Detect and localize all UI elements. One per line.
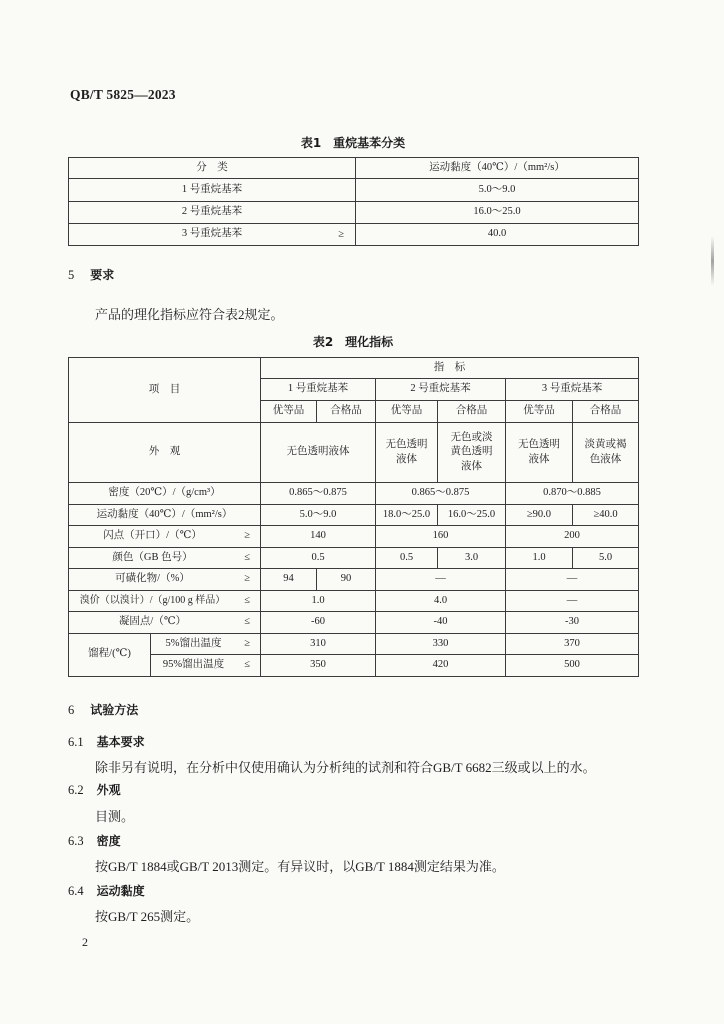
- bromine-grade3: —: [506, 590, 639, 612]
- distillation-95pct-grade3: 500: [506, 655, 639, 677]
- table1-row2-name: 2 号重烷基苯: [69, 202, 356, 224]
- table1-classification: [68, 157, 639, 246]
- grade2-qualified-header: 合格品: [438, 401, 506, 423]
- distillation-95pct-grade2: 420: [376, 655, 506, 677]
- table1-row2-value: 16.0～25.0: [356, 202, 639, 224]
- section6-4-text: 按GB/T 265测定。: [95, 909, 200, 924]
- distillation-range-label: 馏程/(℃): [69, 633, 151, 676]
- grade3-header: 3 号重烷基苯: [506, 379, 639, 401]
- distillation-5pct-symbol: ≥: [244, 637, 250, 649]
- table-row: [69, 612, 639, 634]
- sulfonatable-label-cell: [69, 569, 261, 591]
- section6-2-title: 外观: [96, 783, 121, 797]
- table-row: [69, 179, 639, 202]
- table1-header-category: 分 类: [69, 158, 356, 179]
- table-row: [69, 423, 639, 483]
- color-grade3-premium: 1.0: [506, 547, 573, 569]
- appearance-grade2-qualified: 无色或淡黄色透明液体: [450, 431, 493, 472]
- section6-3-text: 按GB/T 1884或GB/T 2013测定。有异议时，以GB/T 1884测定结果为准。: [95, 859, 505, 874]
- viscosity-grade1: 5.0～9.0: [261, 504, 376, 526]
- section6-3-heading: [68, 832, 121, 849]
- page-number: 2: [82, 935, 88, 949]
- grade1-qualified-header: 合格品: [317, 401, 376, 423]
- distillation-5pct-grade2: 330: [376, 633, 506, 655]
- grade1-premium-header: 优等品: [261, 401, 317, 423]
- grade3-premium-header: 优等品: [506, 401, 573, 423]
- table-row: [69, 526, 639, 548]
- distillation-5pct-label: 5%馏出温度: [165, 637, 222, 649]
- item-header: 项 目: [69, 358, 261, 423]
- section5-heading: [68, 266, 114, 283]
- density-grade1: 0.865～0.875: [261, 483, 376, 505]
- distillation-95pct-symbol: ≤: [244, 659, 250, 671]
- section6-heading: [68, 701, 138, 718]
- section6-4-number: 6.4: [68, 884, 84, 898]
- table-row: [69, 547, 639, 569]
- flash-point-symbol: ≥: [244, 530, 250, 542]
- viscosity-label: 运动黏度（40℃）/（mm²/s）: [69, 504, 261, 526]
- sulfonatable-grade2: —: [376, 569, 506, 591]
- table-row: [69, 483, 639, 505]
- density-label: 密度（20℃）/（g/cm³）: [69, 483, 261, 505]
- table1-row1-value: 5.0～9.0: [356, 179, 639, 202]
- section6-1-heading: [68, 733, 145, 750]
- flash-point-grade2: 160: [376, 526, 506, 548]
- table-row: [69, 158, 639, 179]
- flash-point-grade1: 140: [261, 526, 376, 548]
- color-symbol: ≤: [244, 551, 250, 563]
- viscosity-grade3-premium: ≥90.0: [506, 504, 573, 526]
- section6-number: 6: [68, 703, 75, 717]
- color-label: 颜色（GB 色号）: [112, 551, 193, 563]
- appearance-grade2-qualified-cell: [438, 423, 506, 483]
- index-header: 指 标: [261, 358, 639, 379]
- section6-2-text: 目测。: [95, 809, 135, 824]
- flash-point-label: 闪点（开口）/（℃）: [103, 530, 202, 541]
- table1-row3-name: 3 号重烷基苯: [181, 228, 243, 240]
- section5-number: 5: [68, 268, 75, 282]
- section6-1-title: 基本要求: [96, 735, 145, 749]
- appearance-grade3-qualified-cell: [573, 423, 639, 483]
- bromine-label-cell: [69, 590, 261, 612]
- color-grade2-premium: 0.5: [376, 547, 438, 569]
- appearance-grade3-premium: 无色透明液体: [518, 439, 560, 465]
- distillation-5pct-label-cell: [151, 633, 261, 655]
- color-grade2-qualified: 3.0: [438, 547, 506, 569]
- appearance-label: 外 观: [69, 423, 261, 483]
- table2-physicochemical-indicators: [68, 357, 639, 677]
- grade3-qualified-header: 合格品: [573, 401, 639, 423]
- distillation-95pct-grade1: 350: [261, 655, 376, 677]
- section6-3-title: 密度: [96, 834, 121, 848]
- distillation-95pct-label: 95%馏出温度: [162, 659, 225, 670]
- section6-2-number: 6.2: [68, 783, 84, 797]
- section6-4-heading: [68, 882, 145, 899]
- color-label-cell: [69, 547, 261, 569]
- density-grade2: 0.865～0.875: [376, 483, 506, 505]
- sulfonatable-grade1-qualified: 90: [317, 569, 376, 591]
- grade2-premium-header: 优等品: [376, 401, 438, 423]
- table1-caption: 表1 重烷基苯分类: [300, 136, 406, 150]
- distillation-5pct-grade1: 310: [261, 633, 376, 655]
- bromine-label: 溴价（以溴计）/（g/100 g 样品）: [79, 594, 226, 606]
- table-row: [69, 655, 639, 677]
- section6-4-title: 运动黏度: [96, 884, 145, 898]
- bromine-grade1: 1.0: [261, 590, 376, 612]
- scan-edge-shadow: [711, 236, 714, 286]
- density-grade3: 0.870～0.885: [506, 483, 639, 505]
- bromine-grade2: 4.0: [376, 590, 506, 612]
- freezing-point-grade3: -30: [506, 612, 639, 634]
- table-row: [69, 358, 639, 379]
- section5-title: 要求: [90, 268, 115, 282]
- viscosity-grade2-premium: 18.0～25.0: [376, 504, 438, 526]
- table-row: [69, 633, 639, 655]
- appearance-grade2-premium: 无色透明液体: [385, 439, 428, 465]
- color-grade3-qualified: 5.0: [573, 547, 639, 569]
- freezing-point-symbol: ≤: [244, 616, 250, 628]
- grade2-header: 2 号重烷基苯: [376, 379, 506, 401]
- section6-2-heading: [68, 781, 121, 798]
- table-row: [69, 224, 639, 246]
- section6-title: 试验方法: [90, 703, 139, 717]
- appearance-grade3-premium-cell: [506, 423, 573, 483]
- viscosity-grade2-qualified: 16.0～25.0: [438, 504, 506, 526]
- section5-text: 产品的理化指标应符合表2规定。: [95, 307, 284, 322]
- viscosity-grade3-qualified: ≥40.0: [573, 504, 639, 526]
- sulfonatable-label: 可磺化物/（%）: [115, 573, 190, 584]
- table-row: [69, 202, 639, 224]
- sulfonatable-grade3: —: [506, 569, 639, 591]
- freezing-point-label: 凝固点/（℃）: [118, 616, 187, 627]
- table1-row3-name-cell: [69, 224, 356, 246]
- table2-caption: 表2 理化指标: [312, 335, 394, 349]
- table1-header-viscosity: 运动黏度（40℃）/（mm²/s）: [356, 158, 639, 179]
- distillation-5pct-grade3: 370: [506, 633, 639, 655]
- table-row: [69, 590, 639, 612]
- bromine-symbol: ≤: [244, 594, 250, 606]
- freezing-point-grade1: -60: [261, 612, 376, 634]
- standard-number: QB/T 5825—2023: [70, 87, 176, 102]
- freezing-point-grade2: -40: [376, 612, 506, 634]
- appearance-grade1: 无色透明液体: [261, 423, 376, 483]
- flash-point-grade3: 200: [506, 526, 639, 548]
- section6-1-number: 6.1: [68, 735, 84, 749]
- table1-row1-name: 1 号重烷基苯: [69, 179, 356, 202]
- sulfonatable-grade1-premium: 94: [261, 569, 317, 591]
- sulfonatable-symbol: ≥: [244, 573, 250, 585]
- flash-point-label-cell: [69, 526, 261, 548]
- table1-row3-symbol: ≥: [338, 228, 344, 240]
- appearance-grade2-premium-cell: [376, 423, 438, 483]
- section6-1-text: 除非另有说明，在分析中仅使用确认为分析纯的试剂和符合GB/T 6682三级或以上的水。: [95, 760, 596, 775]
- section6-3-number: 6.3: [68, 834, 84, 848]
- table-row: [69, 504, 639, 526]
- freezing-point-label-cell: [69, 612, 261, 634]
- grade1-header: 1 号重烷基苯: [261, 379, 376, 401]
- color-grade1: 0.5: [261, 547, 376, 569]
- distillation-95pct-label-cell: [151, 655, 261, 677]
- appearance-grade3-qualified: 淡黄或褐色液体: [584, 439, 627, 465]
- table1-row3-value: 40.0: [356, 224, 639, 246]
- table-row: [69, 569, 639, 591]
